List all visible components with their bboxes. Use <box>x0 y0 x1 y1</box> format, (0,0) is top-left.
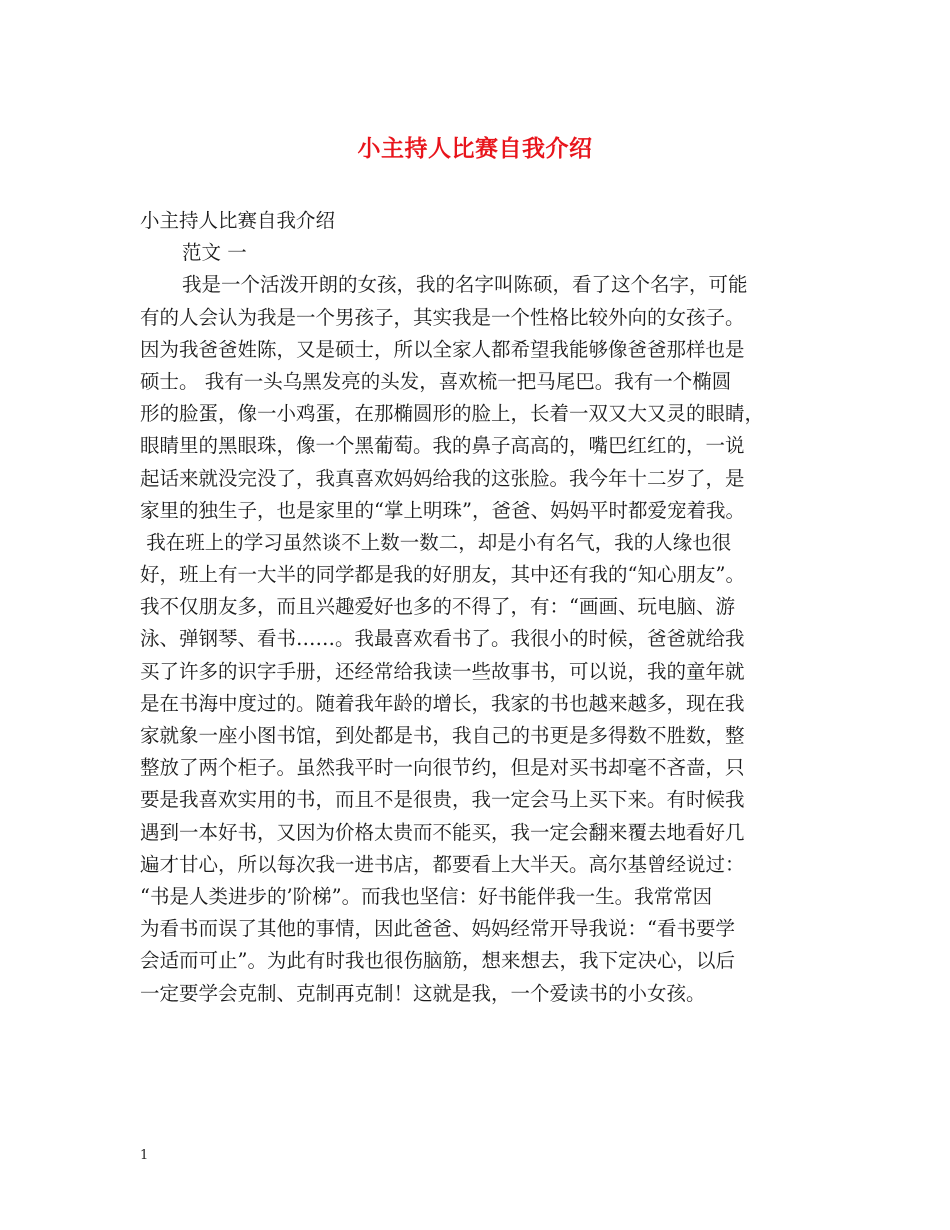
body-line: 我在班上的学习虽然谈不上数一数二，却是小有名气，我的人缘也很 <box>140 530 732 554</box>
body-line-heading: 小主持人比赛自我介绍 <box>140 209 336 232</box>
document-body <box>140 205 820 1010</box>
body-line: 整放了两个柜子。虽然我平时一向很节约，但是对买书却毫不吝啬，只 <box>140 756 745 780</box>
body-line: 形的脸蛋，像一小鸡蛋，在那椭圆形的脸上，长着一双又大又灵的眼睛， <box>140 402 765 426</box>
body-line: 一定要学会克制、克制再克制！这就是我，一个爱读书的小女孩。 <box>140 981 706 1005</box>
body-line: 为看书而误了其他的事情，因此爸爸、妈妈经常开导我说：“看书要学 <box>140 917 735 941</box>
body-line: 我不仅朋友多，而且兴趣爱好也多的不得了，有：“画画、玩电脑、游 <box>140 595 735 619</box>
body-line: 买了许多的识字手册，还经常给我读一些故事书，可以说，我的童年就 <box>140 659 745 683</box>
body-line: “书是人类进步的’阶梯”。而我也坚信：好书能伴我一生。我常常因 <box>140 884 713 908</box>
body-line: 遍才甘心，所以每次我一进书店，都要看上大半天。高尔基曾经说过： <box>140 852 745 876</box>
body-line: 是在书海中度过的。随着我年龄的增长，我家的书也越来越多，现在我 <box>140 691 745 715</box>
body-line: 起话来就没完没了，我真喜欢妈妈给我的这张脸。我今年十二岁了，是 <box>140 466 745 490</box>
body-line: 眼睛里的黑眼珠，像一个黑葡萄。我的鼻子高高的，嘴巴红红的，一说 <box>140 434 745 458</box>
body-line: 我是一个活泼开朗的女孩，我的名字叫陈硕，看了这个名字，可能 <box>182 273 748 297</box>
body-line: 家就象一座小图书馆，到处都是书，我自己的书更是多得数不胜数，整 <box>140 724 745 747</box>
body-line-sample-label: 范文 一 <box>182 241 247 265</box>
body-line: 泳、弹钢琴、看书……。我最喜欢看书了。我很小的时候，爸爸就给我 <box>140 627 745 651</box>
body-line: 会适而可止”。为此有时我也很伤脑筋，想来想去，我下定决心，以后 <box>140 949 735 973</box>
body-line: 要是我喜欢实用的书，而且不是很贵，我一定会马上买下来。有时候我 <box>140 788 745 812</box>
body-line: 硕士。 我有一头乌黑发亮的头发，喜欢梳一把马尾巴。我有一个椭圆 <box>140 369 732 393</box>
body-line: 好，班上有一大半的同学都是我的好朋友，其中还有我的“知心朋友”。 <box>140 563 745 587</box>
body-line: 有的人会认为我是一个男孩子，其实我是一个性格比较外向的女孩子。 <box>140 305 745 329</box>
page-number: 1 <box>140 1148 149 1163</box>
document-title: 小主持人比赛自我介绍 <box>357 135 593 162</box>
body-line: 家里的独生子，也是家里的“掌上明珠”，爸爸、妈妈平时都爱宠着我。 <box>140 498 745 522</box>
body-line: 因为我爸爸姓陈，又是硕士，所以全家人都希望我能够像爸爸那样也是 <box>140 337 745 361</box>
body-line: 遇到一本好书，又因为价格太贵而不能买，我一定会翻来覆去地看好几 <box>140 820 745 844</box>
